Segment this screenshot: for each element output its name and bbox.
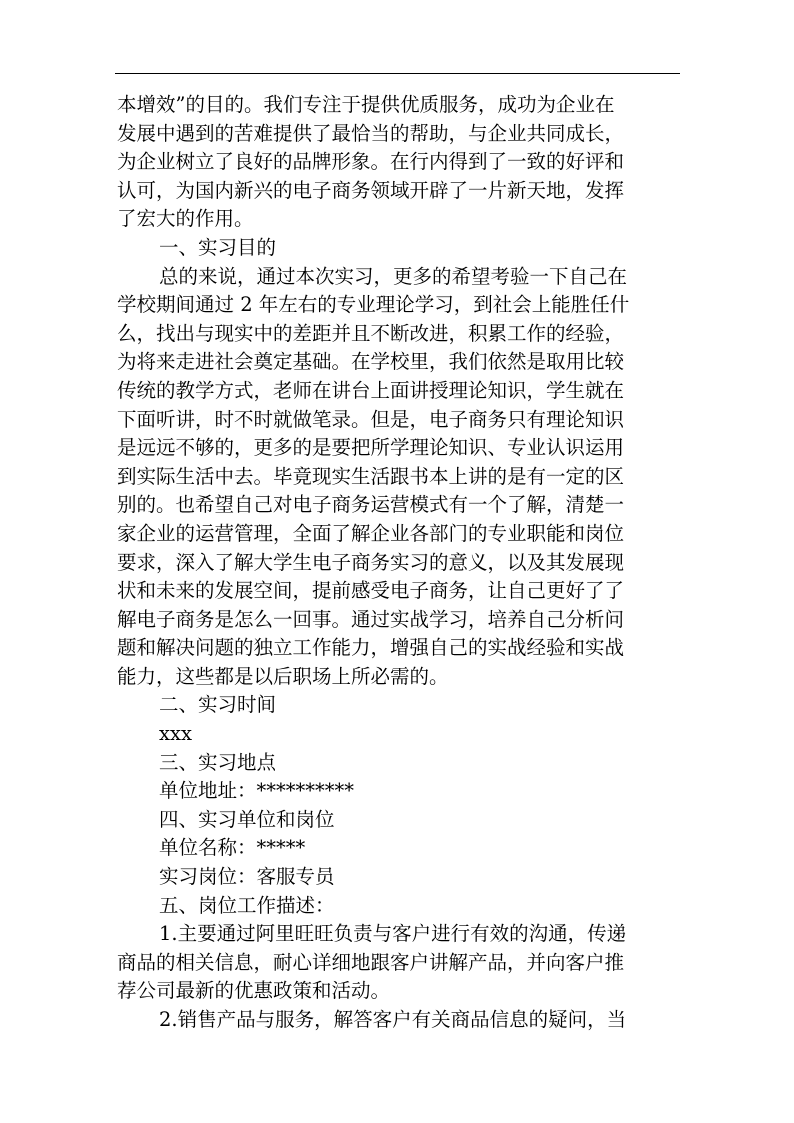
text-line: 认可，为国内新兴的电子商务领域开辟了一片新天地，发挥 bbox=[117, 178, 625, 202]
text-line: 家企业的运营管理，全面了解企业各部门的专业职能和岗位 bbox=[117, 521, 625, 545]
text-line: 能力，这些都是以后职场上所必需的。 bbox=[117, 664, 449, 688]
text-line: 单位名称：***** bbox=[159, 836, 306, 860]
text-line: 到实际生活中去。毕竟现实生活跟书本上讲的是有一定的区 bbox=[117, 464, 625, 488]
text-line: 商品的相关信息，耐心详细地跟客户讲解产品，并向客户推 bbox=[117, 950, 625, 974]
text-line: 为企业树立了良好的品牌形象。在行内得到了一致的好评和 bbox=[117, 150, 625, 174]
document-body bbox=[117, 91, 681, 1035]
text-line: 学校期间通过 2 年左右的专业理论学习，到社会上能胜任什 bbox=[117, 293, 630, 317]
text-line: 单位地址：********** bbox=[159, 779, 355, 803]
text-line: 四、实习单位和岗位 bbox=[159, 807, 335, 831]
header-rule bbox=[115, 73, 680, 74]
text-line: 一、实习目的 bbox=[159, 235, 277, 259]
text-line: 么，找出与现实中的差距并且不断改进，积累工作的经验， bbox=[117, 321, 625, 345]
text-line: 发展中遇到的苦难提供了最恰当的帮助，与企业共同成长， bbox=[117, 121, 625, 145]
text-line: 是远远不够的，更多的是要把所学理论知识、专业认识运用 bbox=[117, 436, 625, 460]
text-line: 传统的教学方式，老师在讲台上面讲授理论知识，学生就在 bbox=[117, 378, 625, 402]
text-line: 要求，深入了解大学生电子商务实习的意义，以及其发展现 bbox=[117, 550, 625, 574]
text-line: 别的。也希望自己对电子商务运营模式有一个了解，清楚一 bbox=[117, 493, 625, 517]
text-line: 了宏大的作用。 bbox=[117, 207, 254, 231]
text-line: 二、实习时间 bbox=[159, 693, 277, 717]
text-line: xxx bbox=[159, 722, 192, 746]
text-line: 1.主要通过阿里旺旺负责与客户进行有效的沟通，传递 bbox=[159, 922, 627, 946]
text-line: 状和未来的发展空间，提前感受电子商务，让自己更好了了 bbox=[117, 579, 625, 603]
text-line: 下面听讲，时不时就做笔录。但是，电子商务只有理论知识 bbox=[117, 407, 625, 431]
text-line: 三、实习地点 bbox=[159, 750, 277, 774]
text-line: 本增效”的目的。我们专注于提供优质服务，成功为企业在 bbox=[117, 93, 615, 116]
text-line: 题和解决问题的独立工作能力，增强自己的实战经验和实战 bbox=[117, 636, 625, 660]
text-line: 实习岗位：客服专员 bbox=[159, 865, 335, 889]
text-line: 五、岗位工作描述： bbox=[159, 893, 335, 917]
text-line: 2.销售产品与服务，解答客户有关商品信息的疑问，当 bbox=[159, 1008, 627, 1031]
text-line: 总的来说，通过本次实习，更多的希望考验一下自己在 bbox=[159, 264, 628, 288]
text-line: 为将来走进社会奠定基础。在学校里，我们依然是取用比较 bbox=[117, 350, 625, 374]
text-line: 解电子商务是怎么一回事。通过实战学习，培养自己分析问 bbox=[117, 607, 625, 631]
text-line: 荐公司最新的优惠政策和活动。 bbox=[117, 979, 391, 1003]
